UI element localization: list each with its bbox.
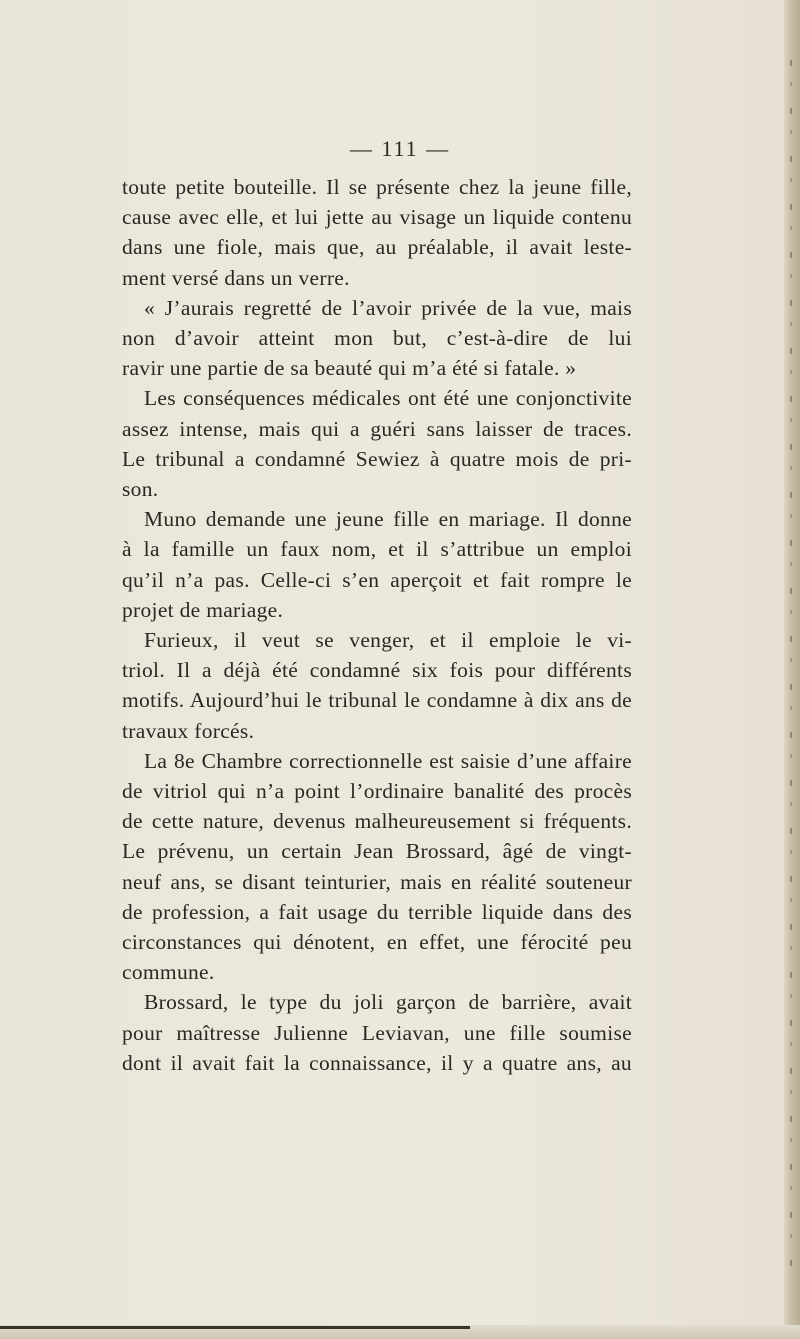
paragraph (122, 625, 632, 746)
text-line: à la famille un faux nom, et il s’attribue un emploi (122, 537, 632, 562)
text-line: motifs. Aujourd’hui le tribunal le condamne à dix ans de (122, 688, 632, 713)
text-line: dont il avait fait la connaissance, il y a quatre ans, au (122, 1050, 632, 1075)
text-line: toute petite bouteille. Il se présente chez la jeune fille, (122, 175, 632, 199)
paragraph (122, 504, 632, 625)
paragraph (122, 746, 632, 988)
text-line: ment versé dans un verre. (122, 265, 350, 290)
text-line: son. (122, 477, 159, 502)
text-line: neuf ans, se disant teinturier, mais en réalité souteneur (122, 869, 632, 894)
text-line: La 8e Chambre correctionnelle est saisie d’une affaire (144, 748, 632, 773)
text-line: pour maîtresse Julienne Leviavan, une fille soumise (122, 1020, 632, 1045)
text-line: circonstances qui dénotent, en effet, une férocité peu (122, 930, 632, 955)
page-edge-right (784, 0, 800, 1339)
page-number-header: — 111 — (349, 136, 451, 161)
bottom-rule (0, 1326, 470, 1329)
text-line: ravir une partie de sa beauté qui m’a été si fatale. » (122, 356, 577, 381)
text-line: Furieux, il veut se venger, et il emploie le vi- (144, 628, 632, 653)
text-line: travaux forcés. (122, 718, 255, 743)
text-line: Le tribunal a condamné Sewiez à quatre mois de pri- (122, 446, 632, 471)
text-line: « J’aurais regretté de l’avoir privée de la vue, mais (144, 295, 632, 320)
text-line: de cette nature, devenus malheureusement si fréquents. (122, 809, 632, 834)
text-line: qu’il n’a pas. Celle-ci s’en aperçoit et fait rompre le (122, 567, 632, 592)
text-line: dans une fiole, mais que, au préalable, il avait leste- (122, 235, 632, 260)
text-line: Brossard, le type du joli garçon de barrière, avait (144, 990, 632, 1015)
paragraph (122, 383, 632, 504)
text-line: Les conséquences médicales ont été une conjonctivite (144, 386, 632, 411)
paragraph (122, 172, 632, 293)
text-line: de vitriol qui n’a point l’ordinaire banalité des procès (122, 779, 632, 804)
text-line: Muno demande une jeune fille en mariage. Il donne (144, 507, 632, 532)
paragraph (122, 293, 632, 384)
paragraph (122, 987, 632, 1078)
text-line: assez intense, mais qui a guéri sans laisser de traces. (122, 416, 632, 441)
text-line: triol. Il a déjà été condamné six fois pour différents (122, 658, 632, 683)
text-line: Le prévenu, un certain Jean Brossard, âgé de vingt- (122, 839, 632, 864)
text-line: cause avec elle, et lui jette au visage un liquide contenu (122, 205, 632, 230)
text-line: commune. (122, 960, 215, 985)
text-line: non d’avoir atteint mon but, c’est-à-dire de lui (122, 326, 632, 351)
text-line: projet de mariage. (122, 597, 284, 622)
body-text (122, 172, 632, 1078)
text-line: de profession, a fait usage du terrible liquide dans des (122, 899, 632, 924)
